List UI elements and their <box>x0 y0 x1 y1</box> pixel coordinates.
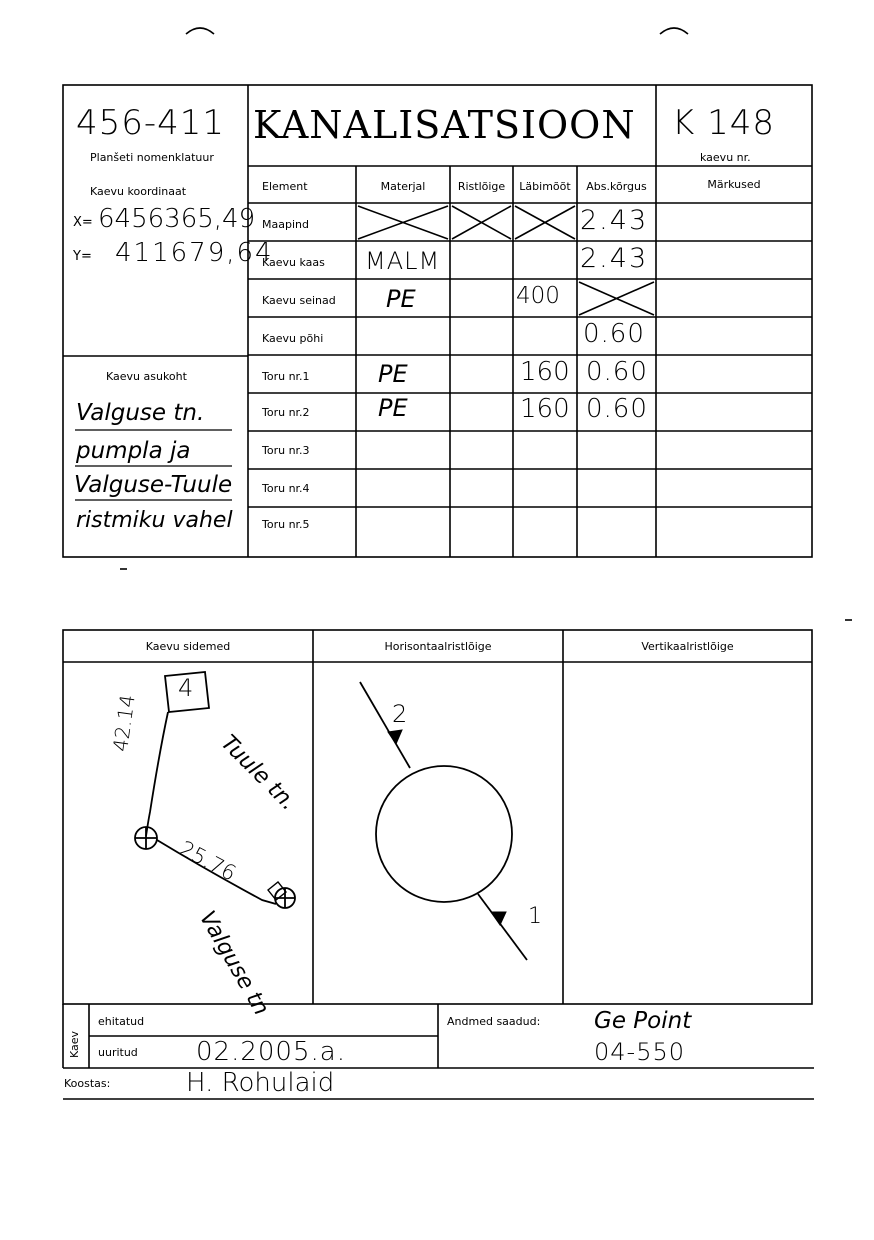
data-source-value-1: Ge Point <box>594 1008 692 1034</box>
nomenclature-label: Planšeti nomenklatuur <box>90 151 214 164</box>
material-value: PE <box>386 285 416 313</box>
horizontal-section-sketch <box>360 682 527 960</box>
elevation-value: 2.43 <box>580 205 649 236</box>
compiled-by-label: Koostas: <box>64 1077 111 1090</box>
data-source-label: Andmed saadud: <box>447 1015 541 1028</box>
location-line-2: pumpla ja <box>76 438 191 464</box>
row-element-label: Kaevu kaas <box>262 256 325 269</box>
row-element-label: Toru nr.4 <box>262 482 310 495</box>
elevation-value: 0.60 <box>586 357 648 387</box>
compiled-by-value: H. Rohulaid <box>186 1068 335 1098</box>
punch-mark-left <box>186 28 214 34</box>
diameter-value: 400 <box>516 283 560 309</box>
col-header-material: Materjal <box>380 180 426 193</box>
row-element-label: Toru nr.1 <box>262 370 310 383</box>
ties-header: Kaevu sidemed <box>145 640 231 653</box>
material-value: PE <box>378 360 408 388</box>
elevation-value: 2.43 <box>580 243 649 274</box>
surveyed-label: uuritud <box>98 1046 138 1059</box>
well-circle <box>376 766 512 902</box>
row-element-label: Toru nr.2 <box>262 406 310 419</box>
reference-box-label: 4 <box>178 674 194 702</box>
col-header-element: Element <box>262 180 308 193</box>
built-label: ehitatud <box>98 1015 145 1028</box>
well-number-label: kaevu nr. <box>700 151 751 164</box>
form-title: KANALISATSIOON <box>253 103 636 147</box>
diameter-value: 160 <box>520 394 570 424</box>
col-header-elevation: Abs.kõrgus <box>586 180 647 193</box>
vertical-section-header: Vertikaalristlõige <box>641 640 734 653</box>
location-line-3: Valguse-Tuule <box>74 472 233 498</box>
pipe-1-line <box>478 894 527 960</box>
well-number-value: K 148 <box>672 103 775 143</box>
elevation-value: 0.60 <box>583 319 645 349</box>
tie-distance-1: 42.14 <box>108 693 140 754</box>
y-coordinate-value: 411679,64 <box>115 238 274 268</box>
punch-mark-right <box>660 28 688 34</box>
pipe-2-number: 2 <box>392 700 408 728</box>
diameter-value: 160 <box>520 357 570 387</box>
well-side-label: Kaev <box>68 1030 81 1058</box>
col-header-diameter: Läbimõõt <box>519 180 571 193</box>
col-header-remarks: Märkused <box>707 178 761 191</box>
elevation-value: 0.60 <box>586 394 648 424</box>
x-coordinate-value: 6456365,49 <box>98 204 256 234</box>
location-label: Kaevu asukoht <box>106 370 187 383</box>
tie-distance-2: 25.76 <box>175 836 241 886</box>
pipe-1-number: 1 <box>528 904 542 929</box>
row-element-label: Kaevu seinad <box>262 294 336 307</box>
row-element-label: Maapind <box>262 218 309 231</box>
row-element-label: Toru nr.5 <box>262 518 310 531</box>
nomenclature-value: 456-411 <box>76 103 226 143</box>
street-label-valguse: Valguse tn <box>194 907 274 1020</box>
tie-line-1 <box>146 712 168 836</box>
material-value: PE <box>378 394 408 422</box>
row-element-label: Toru nr.3 <box>262 444 310 457</box>
coordinates-label: Kaevu koordinaat <box>90 185 187 198</box>
data-source-value-2: 04-550 <box>594 1038 686 1066</box>
surveyed-value: 02.2005.a. <box>196 1037 346 1067</box>
row-element-label: Kaevu põhi <box>262 332 324 345</box>
location-line-4: ristmiku vahel <box>76 508 233 533</box>
horizontal-section-header: Horisontaalristlõige <box>384 640 492 653</box>
location-line-1: Valguse tn. <box>76 400 205 426</box>
street-label-tuule: Tuule tn. <box>215 730 301 816</box>
y-prefix: Y= <box>73 249 92 264</box>
x-prefix: X= <box>73 215 93 230</box>
col-header-cross-section: Ristlõige <box>457 180 506 193</box>
material-value: MALM <box>365 247 441 275</box>
